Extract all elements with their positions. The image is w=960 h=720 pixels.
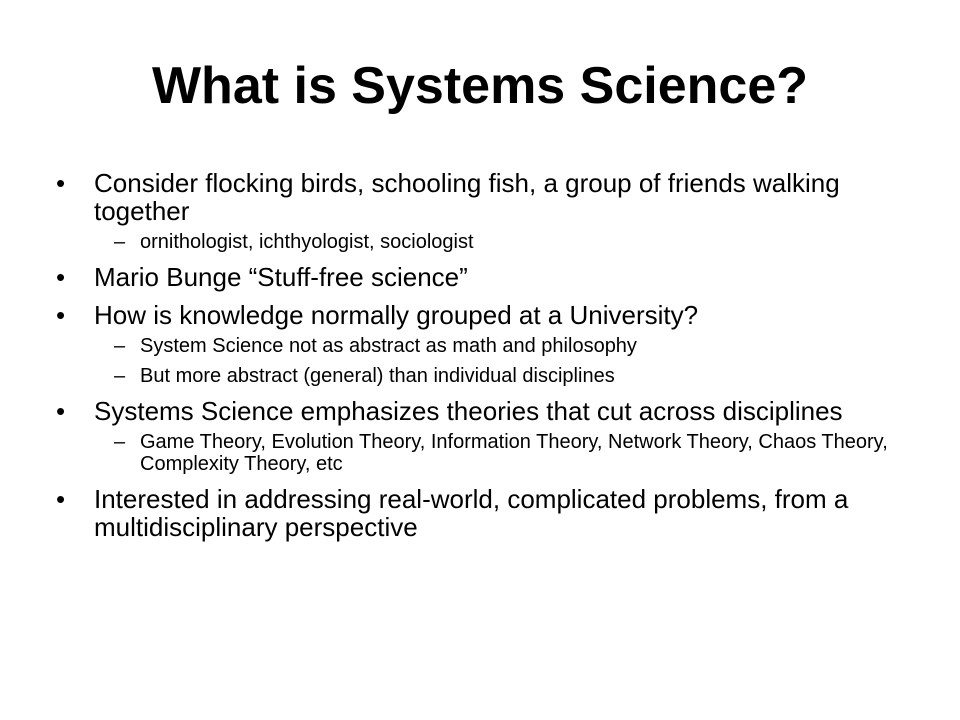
sub-bullet-list	[94, 431, 906, 475]
bullet-text: Mario Bunge “Stuff-free science”	[94, 262, 468, 292]
bullet-marker: •	[56, 396, 66, 426]
sub-bullet-item	[94, 431, 906, 475]
bullet-text: Consider flocking birds, schooling fish, a group of friends walking together	[94, 168, 840, 226]
bullet-item	[56, 263, 906, 291]
sub-bullet-marker: –	[114, 231, 126, 253]
sub-bullet-item	[94, 335, 906, 357]
sub-bullet-text: System Science not as abstract as math and philosophy	[140, 335, 637, 357]
sub-bullet-item	[94, 231, 906, 253]
bullet-item	[56, 397, 906, 475]
sub-bullet-marker: –	[114, 335, 126, 357]
bullet-list	[56, 169, 906, 551]
bullet-item	[56, 169, 906, 253]
sub-bullet-list	[94, 231, 906, 253]
sub-bullet-text: ornithologist, ichthyologist, sociologist	[140, 231, 474, 253]
bullet-text: Systems Science emphasizes theories that cut across disciplines	[94, 396, 843, 426]
bullet-text: How is knowledge normally grouped at a University?	[94, 300, 699, 330]
bullet-text: Interested in addressing real-world, complicated problems, from a multidisciplinary perspective	[94, 484, 849, 542]
sub-bullet-marker: –	[114, 365, 126, 387]
sub-bullet-marker: –	[114, 431, 126, 453]
sub-bullet-text: Game Theory, Evolution Theory, Information Theory, Network Theory, Chaos Theory, Complexity Theory, etc	[140, 431, 888, 475]
bullet-item	[56, 485, 906, 541]
bullet-marker: •	[56, 168, 66, 198]
bullet-item	[56, 301, 906, 387]
slide-title: What is Systems Science?	[151, 57, 809, 115]
bullet-marker: •	[56, 484, 66, 514]
bullet-marker: •	[56, 300, 66, 330]
sub-bullet-text: But more abstract (general) than individual disciplines	[140, 365, 615, 387]
sub-bullet-item	[94, 365, 906, 387]
bullet-marker: •	[56, 262, 66, 292]
sub-bullet-list	[94, 335, 906, 387]
